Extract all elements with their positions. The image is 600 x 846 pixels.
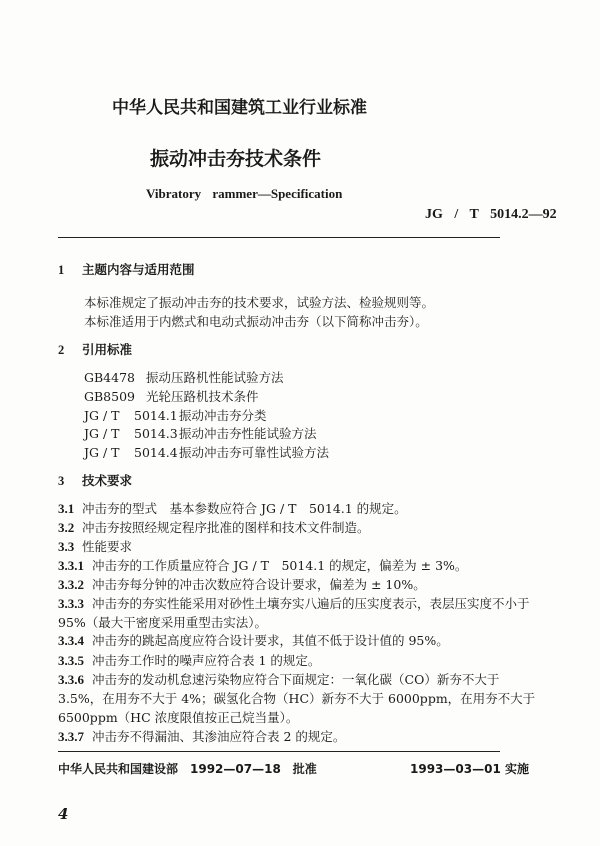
ref-number: 5014.1 [134, 408, 178, 423]
ref-title: 振动压路机性能试验方法 [146, 370, 284, 385]
clause-number: 3.2 [58, 520, 75, 535]
reference-item [84, 389, 259, 405]
ref-number: 5014.4 [134, 445, 178, 460]
reference-item [84, 445, 329, 461]
clause-number: 3.1 [58, 501, 75, 516]
clause-text: 性能要求 [82, 539, 133, 554]
clause-text: 冲击夯不得漏油、其渗油应符合表 2 的规定。 [92, 729, 346, 744]
clause-continuation: 95%（最大干密度采用重型击实法）。 [58, 615, 268, 630]
ref-title: 振动冲击夯可靠性试验方法 [179, 445, 330, 460]
section-1-heading [58, 262, 195, 278]
ref-title: 振动冲击夯性能试验方法 [179, 426, 317, 441]
clause-text: 冲击夯的工作质量应符合 JG / T 5014.1 的规定，偏差为 ± 3%。 [92, 558, 468, 573]
section-title: 主题内容与适用范围 [82, 262, 195, 277]
ref-title: 振动冲击夯分类 [179, 408, 267, 423]
clause-text: 冲击夯的发动机怠速污染物应符合下面规定：一氧化碳（CO）新夯不大于 [92, 672, 500, 687]
clause-number: 3.3.6 [58, 672, 84, 687]
clause-text: 冲击夯的跳起高度应符合设计要求，其值不低于设计值的 95%。 [92, 633, 449, 648]
standard-code: JG / T 5014.2—92 [425, 207, 557, 222]
paragraph: 本标准规定了振动冲击夯的技术要求，试验方法、检验规则等。 [84, 295, 435, 310]
clause-number: 3.3.5 [58, 653, 84, 668]
approval-date: 中华人民共和国建设部 1992—07—18 批准 [58, 762, 317, 776]
clause [58, 596, 530, 612]
ref-code: JG / T [84, 408, 120, 423]
clause-number: 3.3 [58, 539, 75, 554]
issuer-heading: 中华人民共和国建筑工业行业标准 [112, 98, 367, 118]
ref-code: GB8509 [84, 389, 135, 404]
clause-number: 3.3.4 [58, 633, 84, 648]
section-title: 技术要求 [82, 473, 133, 488]
clause [58, 577, 426, 593]
clause [58, 520, 370, 536]
clause-continuation: 6500ppm（HC 浓度限值按正己烷当量）。 [58, 710, 299, 725]
footer-divider [58, 751, 500, 752]
ref-code: JG / T [84, 445, 120, 460]
clause-text: 冲击夯的夯实性能采用对砂性土壤夯实八遍后的压实度表示，表层压实度不小于 [92, 596, 530, 611]
english-title: Vibratory rammer—Specification [146, 186, 343, 201]
header-divider [58, 237, 500, 238]
paragraph: 本标准适用于内燃式和电动式振动冲击夯（以下简称冲击夯）。 [84, 314, 428, 329]
section-number: 2 [58, 343, 65, 357]
effective-date: 1993—03—01 实施 [410, 762, 529, 776]
clause-text: 冲击夯每分钟的冲击次数应符合设计要求，偏差为 ± 10%。 [92, 577, 426, 592]
clause [58, 539, 132, 555]
clause [58, 729, 345, 745]
document-title: 振动冲击夯技术条件 [150, 148, 322, 170]
clause-text: 冲击夯的型式 基本参数应符合 JG / T 5014.1 的规定。 [82, 501, 407, 516]
clause [58, 558, 467, 574]
clause [58, 501, 407, 517]
ref-number: 5014.3 [134, 426, 178, 441]
section-2-heading [58, 342, 132, 358]
page-number: 4 [58, 805, 69, 823]
ref-code: GB4478 [84, 370, 135, 385]
clause [58, 653, 320, 669]
clause-number: 3.3.2 [58, 577, 84, 592]
clause-text: 冲击夯工作时的噪声应符合表 1 的规定。 [92, 653, 321, 668]
clause-number: 3.3.3 [58, 596, 84, 611]
section-number: 3 [58, 474, 65, 488]
reference-item [84, 370, 284, 386]
ref-code: JG / T [84, 426, 120, 441]
clause [58, 672, 499, 688]
reference-item [84, 408, 267, 424]
clause-number: 3.3.1 [58, 558, 84, 573]
clause-number: 3.3.7 [58, 729, 84, 744]
reference-item [84, 426, 317, 442]
section-title: 引用标准 [82, 342, 133, 357]
section-number: 1 [58, 263, 65, 277]
ref-title: 光轮压路机技术条件 [146, 389, 259, 404]
section-3-heading [58, 473, 132, 489]
clause [58, 633, 449, 649]
clause-continuation: 3.5%，在用夯不大于 4%；碳氢化合物（HC）新夯不大于 6000ppm，在用夯不大于 [58, 691, 536, 706]
clause-text: 冲击夯按照经规定程序批准的图样和技术文件制造。 [82, 520, 370, 535]
